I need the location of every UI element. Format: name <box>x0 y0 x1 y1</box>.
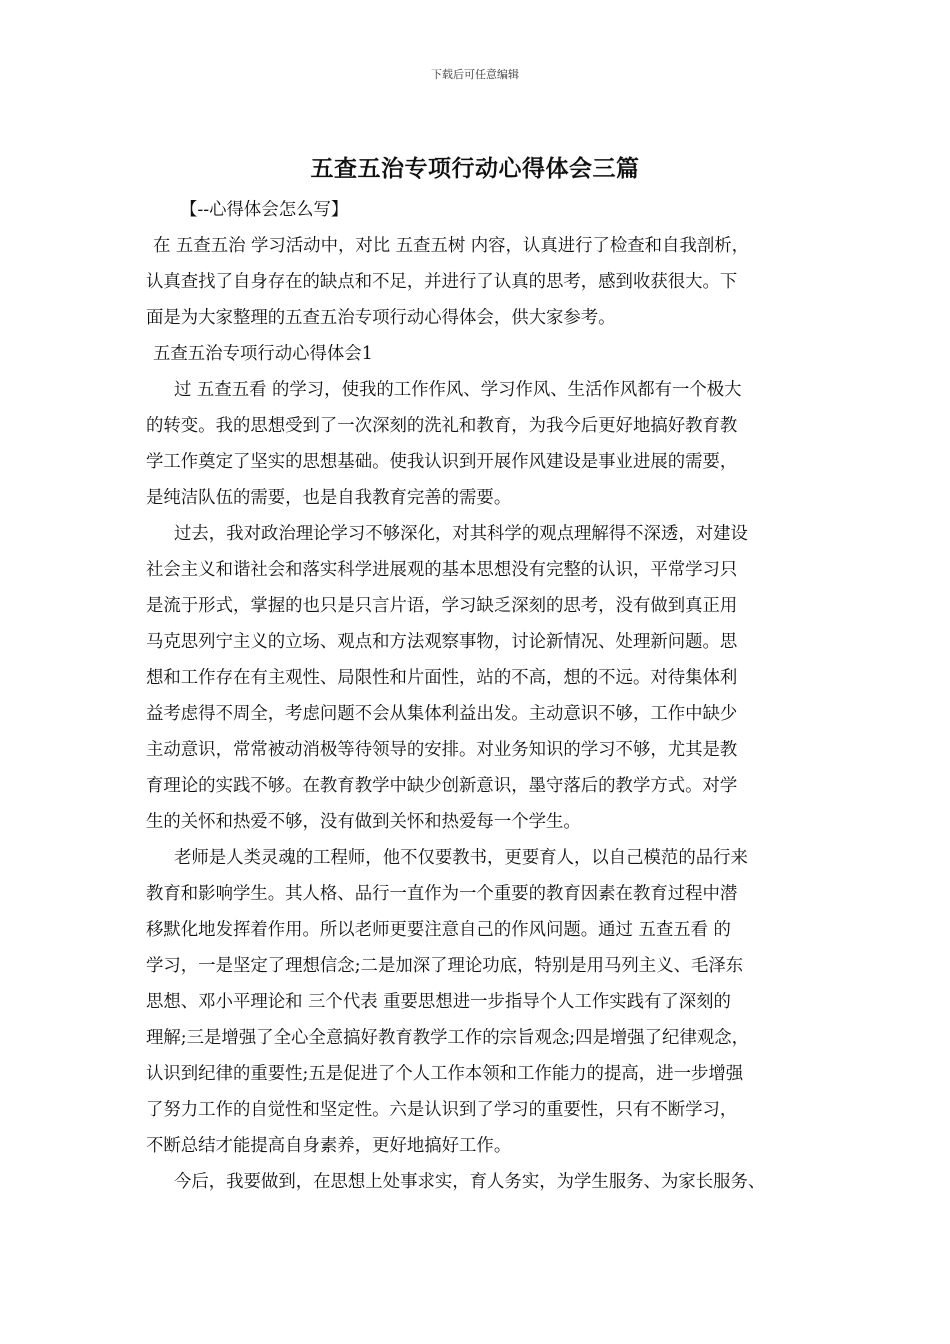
body-line: 过去，我对政治理论学习不够深化，对其科学的观点理解得不深透，对建设 <box>174 524 748 544</box>
body-line: 理解;三是增强了全心全意搞好教育教学工作的宗旨观念;四是增强了纪律观念， <box>146 1028 750 1048</box>
body-line: 面是为大家整理的五查五治专项行动心得体会，供大家参考。 <box>146 308 616 328</box>
body-line: 过 五查五看 的学习，使我的工作作风、学习作风、生活作风都有一个极大 <box>174 380 742 400</box>
body-line: 教育和影响学生。其人格、品行一直作为一个重要的教育因素在教育过程中潜 <box>146 884 738 904</box>
body-line: 在 五查五治 学习活动中，对比 五查五树 内容，认真进行了检查和自我剖析， <box>153 236 750 256</box>
body-line: 了努力工作的自觉性和坚定性。六是认识到了学习的重要性，只有不断学习， <box>146 1100 738 1120</box>
body-line: 不断总结才能提高自身素养，更好地搞好工作。 <box>146 1136 512 1156</box>
section-heading: 【--心得体会怎么写】 <box>180 200 349 220</box>
body-line: 想和工作存在有主观性、局限性和片面性，站的不高，想的不远。对待集体利 <box>146 668 738 688</box>
body-line: 认真查找了自身存在的缺点和不足，并进行了认真的思考，感到收获很大。下 <box>146 272 738 292</box>
body-line: 益考虑得不周全，考虑问题不会从集体利益出发。主动意识不够，工作中缺少 <box>146 704 738 724</box>
body-line: 主动意识，常常被动消极等待领导的安排。对业务知识的学习不够，尤其是教 <box>146 740 738 760</box>
body-line: 今后，我要做到，在思想上处事求实，育人务实，为学生服务、为家长服务、 <box>174 1172 766 1192</box>
body-line: 移默化地发挥着作用。所以老师更要注意自己的作风问题。通过 五查五看 的 <box>146 920 731 940</box>
body-line: 马克思列宁主义的立场、观点和方法观察事物，讨论新情况、处理新问题。思 <box>146 632 738 652</box>
body-line: 学习，一是坚定了理想信念;二是加深了理论功底，特别是用马列主义、毛泽东 <box>146 956 744 976</box>
body-line: 思想、邓小平理论和 三个代表 重要思想进一步指导个人工作实践有了深刻的 <box>146 992 731 1012</box>
body-line: 的转变。我的思想受到了一次深刻的洗礼和教育，为我今后更好地搞好教育教 <box>146 416 738 436</box>
body-line: 是纯洁队伍的需要，也是自我教育完善的需要。 <box>146 488 512 508</box>
subsection-heading: 五查五治专项行动心得体会1 <box>153 344 373 364</box>
body-line: 社会主义和谐社会和落实科学进展观的基本思想没有完整的认识，平常学习只 <box>146 560 738 580</box>
body-line: 老师是人类灵魂的工程师，他不仅要教书，更要育人，以自己模范的品行来 <box>174 848 748 868</box>
document-title: 五查五治专项行动心得体会三篇 <box>310 155 640 182</box>
body-line: 育理论的实践不够。在教育教学中缺少创新意识，墨守落后的教学方式。对学 <box>146 776 738 796</box>
body-line: 认识到纪律的重要性;五是促进了个人工作本领和工作能力的提高，进一步增强 <box>146 1064 744 1084</box>
body-line: 生的关怀和热爱不够，没有做到关怀和热爱每一个学生。 <box>146 812 581 832</box>
body-line: 是流于形式，掌握的也只是只言片语，学习缺乏深刻的思考，没有做到真正用 <box>146 596 738 616</box>
body-line: 学工作奠定了坚实的思想基础。使我认识到开展作风建设是事业进展的需要， <box>146 452 738 472</box>
header-note: 下载后可任意编辑 <box>431 68 519 81</box>
